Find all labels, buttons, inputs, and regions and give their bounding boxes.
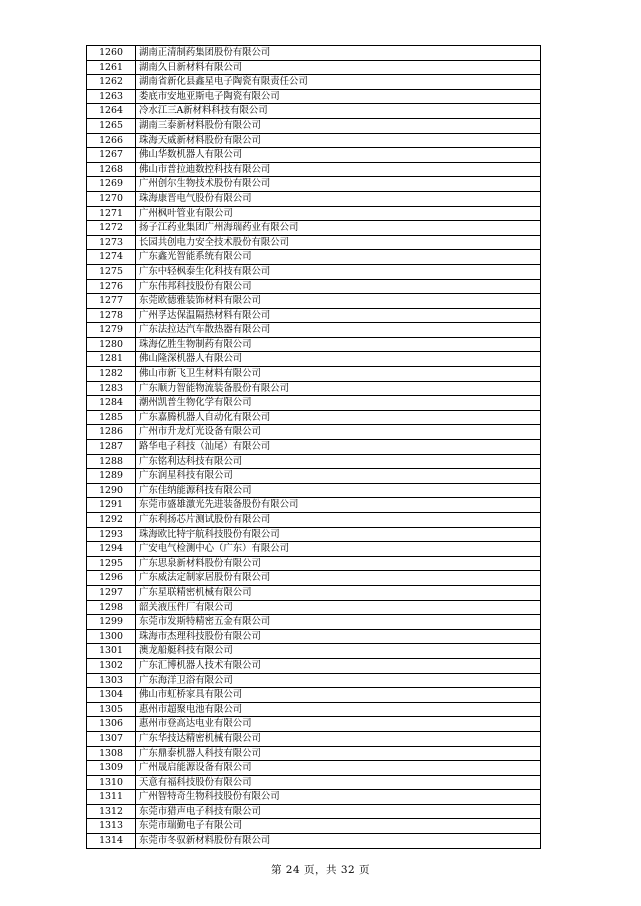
company-name: 娄底市安地亚斯电子陶瓷有限公司 (136, 89, 541, 104)
table-row (87, 571, 541, 586)
row-number: 1286 (87, 425, 136, 440)
table-row (87, 585, 541, 600)
company-name: 东莞市发斯特精密五金有限公司 (136, 615, 541, 630)
table-row (87, 454, 541, 469)
company-name: 广安电气检测中心（广东）有限公司 (136, 542, 541, 557)
company-name: 湖南省新化县鑫星电子陶瓷有限责任公司 (136, 75, 541, 90)
company-name: 珠海欧比特宇航科技股份有限公司 (136, 527, 541, 542)
table-row (87, 396, 541, 411)
table-row (87, 75, 541, 90)
row-number: 1265 (87, 118, 136, 133)
table-row (87, 177, 541, 192)
company-name: 广东顺力智能物流装备股份有限公司 (136, 381, 541, 396)
company-name: 珠海亿胜生物制药有限公司 (136, 337, 541, 352)
company-name: 长园共创电力安全技术股份有限公司 (136, 235, 541, 250)
table-row (87, 527, 541, 542)
company-name: 澳龙船艇科技有限公司 (136, 644, 541, 659)
table-row (87, 498, 541, 513)
company-name: 惠州市超聚电池有限公司 (136, 702, 541, 717)
company-name: 潮州凯普生物化学有限公司 (136, 396, 541, 411)
table-row (87, 513, 541, 528)
row-number: 1280 (87, 337, 136, 352)
row-number: 1272 (87, 221, 136, 236)
company-name: 湖南三泰新材料股份有限公司 (136, 118, 541, 133)
company-name: 广东星联精密机械有限公司 (136, 585, 541, 600)
row-number: 1290 (87, 483, 136, 498)
company-name: 广东伟邦科技股份有限公司 (136, 279, 541, 294)
table-row (87, 104, 541, 119)
row-number: 1297 (87, 585, 136, 600)
row-number: 1289 (87, 469, 136, 484)
company-name: 广州晟启能源设备有限公司 (136, 761, 541, 776)
company-name: 湖南正清制药集团股份有限公司 (136, 46, 541, 61)
company-name: 珠海市杰理科技股份有限公司 (136, 629, 541, 644)
row-number: 1308 (87, 746, 136, 761)
row-number: 1262 (87, 75, 136, 90)
company-name: 广东鑫光智能系统有限公司 (136, 250, 541, 265)
row-number: 1266 (87, 133, 136, 148)
row-number: 1264 (87, 104, 136, 119)
row-number: 1292 (87, 513, 136, 528)
table-row (87, 644, 541, 659)
row-number: 1312 (87, 804, 136, 819)
company-name: 广东润星科技有限公司 (136, 469, 541, 484)
row-number: 1275 (87, 264, 136, 279)
table-row (87, 60, 541, 75)
row-number: 1269 (87, 177, 136, 192)
company-name: 广东华技达精密机械有限公司 (136, 731, 541, 746)
row-number: 1268 (87, 162, 136, 177)
company-name: 广东思泉新材料股份有限公司 (136, 556, 541, 571)
row-number: 1270 (87, 191, 136, 206)
table-row (87, 761, 541, 776)
row-number: 1310 (87, 775, 136, 790)
row-number: 1300 (87, 629, 136, 644)
company-name: 广州孚达保温隔热材料有限公司 (136, 308, 541, 323)
table-row (87, 469, 541, 484)
table-row (87, 673, 541, 688)
row-number: 1284 (87, 396, 136, 411)
row-number: 1306 (87, 717, 136, 732)
table-row (87, 337, 541, 352)
table-row (87, 133, 541, 148)
company-name: 广州市升龙灯光设备有限公司 (136, 425, 541, 440)
company-name: 佛山隆深机器人有限公司 (136, 352, 541, 367)
company-name: 广东鼎泰机器人科技有限公司 (136, 746, 541, 761)
row-number: 1298 (87, 600, 136, 615)
row-number: 1301 (87, 644, 136, 659)
table-row (87, 352, 541, 367)
row-number: 1279 (87, 323, 136, 338)
row-number: 1278 (87, 308, 136, 323)
company-name: 天意有福科技股份有限公司 (136, 775, 541, 790)
company-name: 广东海洋卫浴有限公司 (136, 673, 541, 688)
row-number: 1302 (87, 658, 136, 673)
row-number: 1277 (87, 294, 136, 309)
row-number: 1304 (87, 688, 136, 703)
company-name: 广东利扬芯片测试股份有限公司 (136, 513, 541, 528)
table-row (87, 250, 541, 265)
page-footer: 第 24 页，共 32 页 (270, 864, 371, 876)
company-name: 广东佳纳能源科技有限公司 (136, 483, 541, 498)
table-row (87, 425, 541, 440)
table-row (87, 46, 541, 61)
row-number: 1273 (87, 235, 136, 250)
row-number: 1296 (87, 571, 136, 586)
row-number: 1307 (87, 731, 136, 746)
row-number: 1299 (87, 615, 136, 630)
company-name: 广州智特奇生物科技股份有限公司 (136, 790, 541, 805)
company-name: 珠海康晋电气股份有限公司 (136, 191, 541, 206)
row-number: 1281 (87, 352, 136, 367)
row-number: 1271 (87, 206, 136, 221)
table-row (87, 118, 541, 133)
company-name: 广州创尔生物技术股份有限公司 (136, 177, 541, 192)
row-number: 1303 (87, 673, 136, 688)
company-name: 韶关液压件厂有限公司 (136, 600, 541, 615)
table-row (87, 717, 541, 732)
row-number: 1260 (87, 46, 136, 61)
table-row (87, 483, 541, 498)
table-row (87, 790, 541, 805)
table-row (87, 615, 541, 630)
company-name: 东莞市瑞勤电子有限公司 (136, 819, 541, 834)
table-row (87, 688, 541, 703)
row-number: 1294 (87, 542, 136, 557)
row-number: 1283 (87, 381, 136, 396)
company-name: 冷水江三A新材料科技有限公司 (136, 104, 541, 119)
company-name: 广州枫叶管业有限公司 (136, 206, 541, 221)
row-number: 1287 (87, 440, 136, 455)
company-name: 路华电子科技（汕尾）有限公司 (136, 440, 541, 455)
table-row (87, 264, 541, 279)
table-row (87, 367, 541, 382)
table-row (87, 702, 541, 717)
table-row (87, 556, 541, 571)
row-number: 1276 (87, 279, 136, 294)
row-number: 1295 (87, 556, 136, 571)
company-list-sheet (86, 45, 541, 849)
row-number: 1288 (87, 454, 136, 469)
company-name: 广东威法定制家居股份有限公司 (136, 571, 541, 586)
row-number: 1314 (87, 834, 136, 849)
row-number: 1274 (87, 250, 136, 265)
company-name: 惠州市登高达电业有限公司 (136, 717, 541, 732)
company-name: 广东中轻枫泰生化科技有限公司 (136, 264, 541, 279)
row-number: 1285 (87, 410, 136, 425)
table-row (87, 746, 541, 761)
table-row (87, 279, 541, 294)
company-name: 扬子江药业集团广州海瑞药业有限公司 (136, 221, 541, 236)
table-row (87, 323, 541, 338)
table-row (87, 308, 541, 323)
row-number: 1282 (87, 367, 136, 382)
company-table-body (87, 46, 541, 849)
company-name: 佛山华数机器人有限公司 (136, 148, 541, 163)
table-row (87, 235, 541, 250)
table-row (87, 410, 541, 425)
company-name: 东莞市猎声电子科技有限公司 (136, 804, 541, 819)
company-table (86, 45, 541, 849)
table-row (87, 148, 541, 163)
company-name: 佛山市虹桥家具有限公司 (136, 688, 541, 703)
table-row (87, 294, 541, 309)
table-row (87, 162, 541, 177)
row-number: 1267 (87, 148, 136, 163)
company-name: 广东嘉腾机器人自动化有限公司 (136, 410, 541, 425)
row-number: 1291 (87, 498, 136, 513)
company-name: 湖南久日新材料有限公司 (136, 60, 541, 75)
table-row (87, 221, 541, 236)
table-row (87, 834, 541, 849)
table-row (87, 819, 541, 834)
row-number: 1305 (87, 702, 136, 717)
table-row (87, 600, 541, 615)
table-row (87, 775, 541, 790)
table-row (87, 542, 541, 557)
row-number: 1313 (87, 819, 136, 834)
table-row (87, 206, 541, 221)
table-row (87, 89, 541, 104)
company-name: 珠海天威新材料股份有限公司 (136, 133, 541, 148)
table-row (87, 629, 541, 644)
row-number: 1261 (87, 60, 136, 75)
row-number: 1293 (87, 527, 136, 542)
table-row (87, 731, 541, 746)
table-row (87, 440, 541, 455)
table-row (87, 381, 541, 396)
row-number: 1311 (87, 790, 136, 805)
table-row (87, 191, 541, 206)
row-number: 1263 (87, 89, 136, 104)
company-name: 广东汇博机器人技术有限公司 (136, 658, 541, 673)
company-name: 广东铭利达科技有限公司 (136, 454, 541, 469)
company-name: 佛山市新飞卫生材料有限公司 (136, 367, 541, 382)
table-row (87, 658, 541, 673)
company-name: 东莞市盛雄激光先进装备股份有限公司 (136, 498, 541, 513)
company-name: 佛山市普拉迪数控科技有限公司 (136, 162, 541, 177)
company-name: 东莞市冬驭新材料股份有限公司 (136, 834, 541, 849)
table-row (87, 804, 541, 819)
row-number: 1309 (87, 761, 136, 776)
company-name: 广东法拉达汽车散热器有限公司 (136, 323, 541, 338)
company-name: 东莞欧德雅装饰材料有限公司 (136, 294, 541, 309)
